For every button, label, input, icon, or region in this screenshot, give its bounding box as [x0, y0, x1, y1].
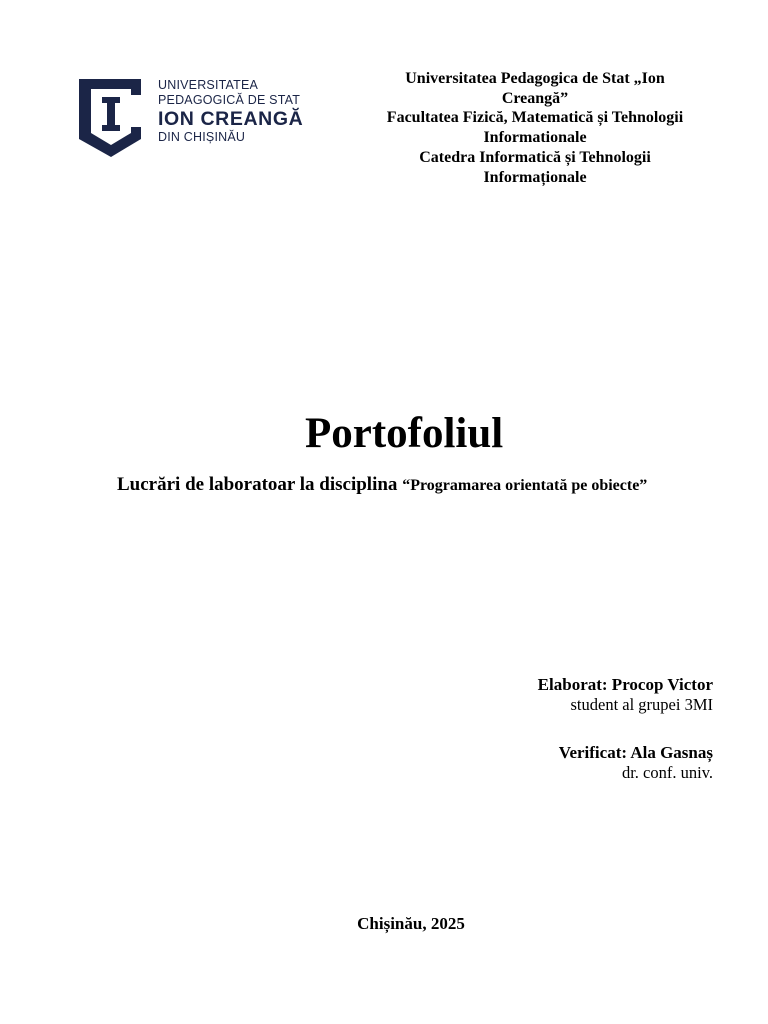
subtitle-prefix: Lucrări de laboratoar la disciplina: [117, 474, 398, 495]
faculty-name-line1: Facultatea Fizică, Matematică și Tehnologii: [386, 109, 684, 127]
faculty-name-line2: Informationale: [483, 129, 587, 147]
document-title: Portofoliul: [305, 410, 504, 457]
logo-line-pedagogical: PEDAGOGICĂ DE STAT: [158, 93, 301, 107]
logo-line-name: ION CREANGĂ: [158, 108, 304, 130]
place-and-year: Chișinău, 2025: [357, 914, 465, 933]
course-name: “Programarea orientată pe obiecte”: [402, 477, 648, 494]
university-logo: [79, 77, 319, 159]
department-name-line1: Catedra Informatică și Tehnologii: [419, 148, 651, 166]
document-subtitle: [117, 473, 647, 498]
department-name-line2: Informaționale: [483, 168, 587, 186]
university-name-line2: Creangă”: [501, 89, 569, 107]
institution-header: [360, 69, 710, 187]
university-name-line1: Universitatea Pedagogica de Stat „Ion: [405, 70, 665, 87]
logo-line-city: DIN CHIȘINĂU: [158, 130, 246, 144]
logo-line-university: UNIVERSITATEA: [158, 78, 259, 92]
verified-role: dr. conf. univ.: [621, 763, 713, 782]
author-block: [313, 675, 713, 782]
logo-wordmark: [158, 78, 303, 145]
shield-icon: [79, 77, 143, 157]
elaborated-role: student al grupei 3MI: [570, 695, 713, 714]
elaborated-by: Elaborat: Procop Victor: [537, 675, 713, 694]
verified-by: Verificat: Ala Gasnaș: [558, 743, 713, 762]
